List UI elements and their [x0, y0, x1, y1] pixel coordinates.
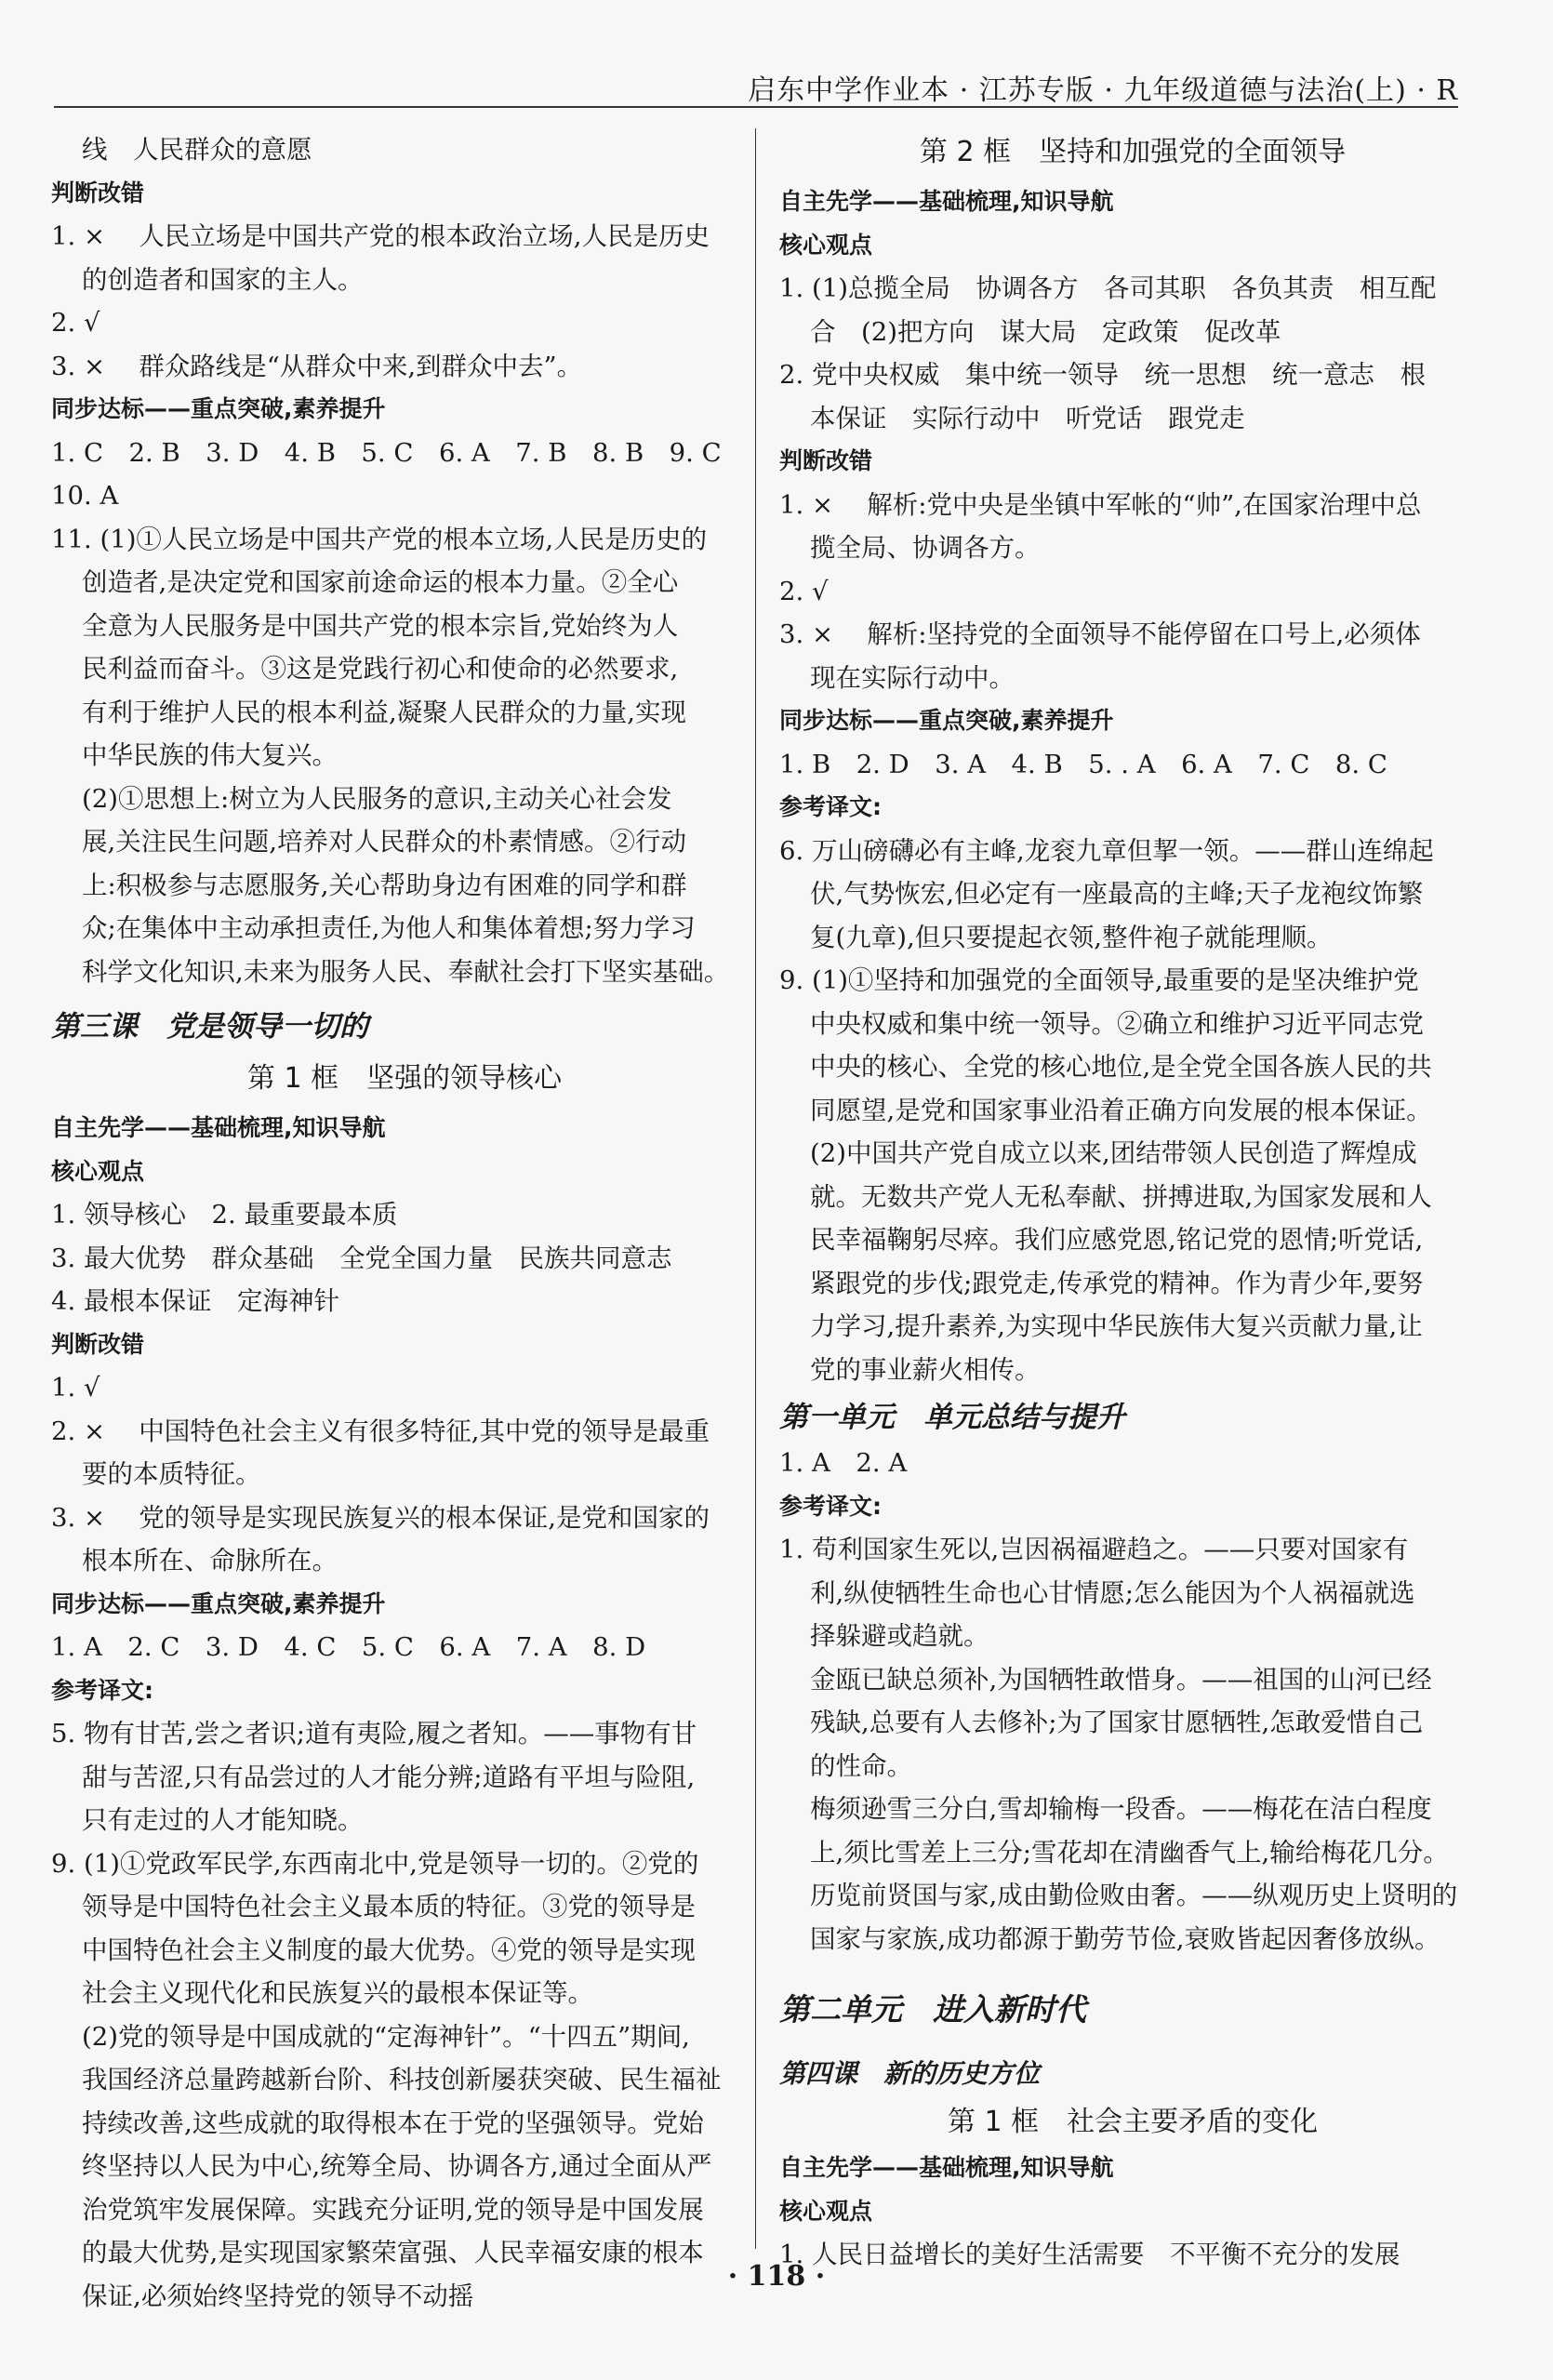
left-column — [51, 128, 758, 2318]
text-line: 9. (1)①坚持和加强党的全面领导,最重要的是坚决维护党 — [779, 965, 1419, 995]
section-title-judge: 判断改错 — [51, 1330, 145, 1358]
text-line: 3. × 党的领导是实现民族复兴的根本保证,是党和国家的 — [51, 1502, 710, 1533]
text-line: 我国经济总量跨越新台阶、科技创新屡获突破、民生福祉 — [82, 2065, 722, 2094]
text-line: 择躲避或趋就。 — [810, 1621, 989, 1651]
text-line: 力学习,提升素养,为实现中华民族伟大复兴贡献力量,让 — [810, 1311, 1423, 1341]
text-line: 揽全局、协调各方。 — [810, 533, 1041, 563]
text-line: 中央的核心、全党的核心地位,是全党全国各族人民的共 — [810, 1052, 1432, 1082]
text-line: 1. 苟利国家生死以,岂因祸福避趋之。——只要对国家有 — [779, 1535, 1409, 1564]
text-line: 1. × 人民立场是中国共产党的根本政治立场,人民是历史 — [51, 221, 710, 251]
right-column — [779, 128, 1486, 2277]
text-line: 现在实际行动中。 — [810, 662, 1015, 693]
text-line: 1. (1)总揽全局 协调各方 各司其职 各负其责 相互配 — [779, 273, 1437, 303]
frame-title: 第 1 框 社会主要矛盾的变化 — [947, 2106, 1319, 2138]
text-line: 本保证 实际行动中 听党话 跟党走 — [810, 403, 1245, 433]
section-title-practice: 同步达标——重点突破,素养提升 — [51, 395, 386, 422]
text-line: 4. 最根本保证 定海神针 — [51, 1286, 339, 1316]
text-line: 伏,气势恢宏,但必定有一座最高的主峰;天子龙袍纹饰繁 — [810, 879, 1424, 909]
text-line: 9. (1)①党政军民学,东西南北中,党是领导一切的。②党的 — [51, 1848, 699, 1879]
text-line: 上:积极参与志愿服务,关心帮助身边有困难的同学和群 — [82, 870, 687, 900]
section-title-core: 核心观点 — [779, 231, 873, 259]
text-line: 众;在集体中主动承担责任,为他人和集体着想;努力学习 — [82, 913, 696, 943]
section-title-judge: 判断改错 — [51, 179, 145, 206]
text-line: 2. × 中国特色社会主义有很多特征,其中党的领导是最重 — [51, 1416, 710, 1446]
text-line: 梅须逊雪三分白,雪却输梅一段香。——梅花在洁白程度 — [810, 1794, 1432, 1824]
section-title-prelearn: 自主先学——基础梳理,知识导航 — [779, 2154, 1114, 2181]
text-line: 中华民族的伟大复兴。 — [82, 740, 338, 770]
text-line: 民幸福鞠躬尽瘁。我们应感党恩,铭记党的恩情;听党话, — [810, 1225, 1424, 1255]
text-line: 紧跟党的步伐;跟党走,传承党的精神。作为青少年,要努 — [810, 1268, 1424, 1298]
text-line: 党的事业薪火相传。 — [810, 1354, 1041, 1385]
text-line: 残缺,总要有人去修补;为了国家甘愿牺牲,怎敢爱惜自己 — [810, 1708, 1424, 1737]
text-line: 的最大优势,是实现国家繁荣富强、人民幸福安康的根本 — [82, 2238, 704, 2267]
text-line: 治党筑牢发展保障。实践充分证明,党的领导是中国发展 — [82, 2194, 704, 2225]
text-line: 2. √ — [51, 308, 100, 338]
text-line: 领导是中国特色社会主义最本质的特征。③党的领导是 — [82, 1892, 696, 1921]
text-line: (2)①思想上:树立为人民服务的意识,主动关心社会发 — [82, 783, 672, 814]
page-number: · 118 · — [727, 2260, 826, 2293]
text-line: 2. 党中央权威 集中统一领导 统一思想 统一意志 根 — [779, 360, 1426, 390]
text-line: 1. 领导核心 2. 最重要最本质 — [51, 1200, 398, 1230]
text-line: 5. 物有甘苦,尝之者识;道有夷险,履之者知。——事物有甘 — [51, 1719, 697, 1748]
text-line: 6. 万山磅礴必有主峰,龙衮九章但挈一领。——群山连绵起 — [779, 835, 1434, 866]
unit-title: 第二单元 进入新时代 — [779, 1991, 1086, 2028]
text-line: 就。无数共产党人无私奉献、拼搏进取,为国家发展和人 — [810, 1181, 1432, 1212]
text-line: 展,关注民生问题,培养对人民群众的朴素情感。②行动 — [82, 827, 686, 857]
answer-line: 1. A 2. C 3. D 4. C 5. C 6. A 7. A 8. D — [51, 1632, 646, 1662]
text-line: 甜与苦涩,只有品尝过的人才能分辨;道路有平坦与险阻, — [82, 1762, 696, 1792]
text-line: 合 (2)把方向 谋大局 定政策 促改革 — [810, 316, 1281, 347]
text-line: 线 人民群众的意愿 — [82, 135, 312, 165]
section-title-practice: 同步达标——重点突破,素养提升 — [51, 1589, 386, 1617]
text-line: 同愿望,是党和国家事业沿着正确方向发展的根本保证。 — [810, 1095, 1432, 1125]
section-title-core: 核心观点 — [51, 1157, 145, 1185]
answer-line: 1. C 2. B 3. D 4. B 5. C 6. A 7. B 8. B 9. C 10. A — [51, 437, 748, 511]
lesson-title: 第三课 党是领导一切的 — [51, 1010, 368, 1044]
text-line: 只有走过的人才能知晓。 — [82, 1805, 364, 1835]
text-line: (2)党的领导是中国成就的“定海神针”。“十四五”期间, — [82, 2021, 690, 2052]
text-line: 的创造者和国家的主人。 — [82, 264, 364, 295]
section-title-practice: 同步达标——重点突破,素养提升 — [779, 707, 1114, 734]
frame-title: 第 1 框 坚强的领导核心 — [246, 1062, 563, 1095]
text-line: 历览前贤国与家,成由勤俭败由奢。——纵观历史上贤明的 — [810, 1881, 1458, 1910]
header-rule — [54, 106, 1458, 108]
section-title-reference: 参考译文: — [779, 1492, 882, 1520]
text-line: 3. 最大优势 群众基础 全党全国力量 民族共同意志 — [51, 1243, 672, 1273]
text-line: 上,须比雪差上三分;雪花却在清幽香气上,输给梅花几分。 — [810, 1837, 1449, 1868]
text-line: 的性命。 — [810, 1750, 912, 1781]
unit-summary-title: 第一单元 单元总结与提升 — [779, 1401, 1125, 1434]
text-line: 复(九章),但只要提起衣领,整件袍子就能理顺。 — [810, 922, 1333, 952]
section-title-reference: 参考译文: — [51, 1676, 153, 1704]
section-title-core: 核心观点 — [779, 2197, 873, 2225]
text-line: 根本所在、命脉所在。 — [82, 1546, 338, 1576]
text-line: 全意为人民服务是中国共产党的根本宗旨,党始终为人 — [82, 610, 679, 641]
section-title-judge: 判断改错 — [779, 447, 873, 474]
text-line: 持续改善,这些成就的取得根本在于党的坚强领导。党始 — [82, 2107, 704, 2138]
text-line: 11. (1)①人民立场是中国共产党的根本立场,人民是历史的 — [51, 524, 708, 554]
text-line: 国家与家族,成功都源于勤劳节俭,衰败皆起因奢侈放纵。 — [810, 1923, 1440, 1954]
section-title-prelearn: 自主先学——基础梳理,知识导航 — [779, 188, 1114, 215]
text-line: 1. 人民日益增长的美好生活需要 不平衡不充分的发展 — [779, 2240, 1400, 2269]
text-line: 金瓯已缺总须补,为国牺牲敢惜身。——祖国的山河已经 — [810, 1664, 1432, 1695]
text-line: 有利于维护人民的根本利益,凝聚人民群众的力量,实现 — [82, 697, 686, 727]
text-line: 要的本质特征。 — [82, 1459, 261, 1489]
text-line: 利,纵使牺牲生命也心甘情愿;怎么能因为个人祸福就选 — [810, 1577, 1415, 1608]
running-header: 启东中学作业本 · 江苏专版 · 九年级道德与法治(上) · R — [748, 74, 1458, 107]
text-line: 科学文化知识,未来为服务人民、奉献社会打下坚实基础。 — [82, 956, 730, 987]
text-line: 民利益而奋斗。③这是党践行初心和使命的必然要求, — [82, 654, 679, 684]
text-line: 中央权威和集中统一领导。②确立和维护习近平同志党 — [810, 1008, 1424, 1039]
answer-line: 1. A 2. A — [779, 1448, 908, 1478]
lesson-title: 第四课 新的历史方位 — [779, 2058, 1041, 2089]
text-line: 3. × 群众路线是“从群众中来,到群众中去”。 — [51, 351, 583, 381]
text-line: 社会主义现代化和民族复兴的最根本保证等。 — [82, 1978, 593, 2008]
text-line: 中国特色社会主义制度的最大优势。④党的领导是实现 — [82, 1935, 696, 1965]
text-line: 终坚持以人民为中心,统筹全局、协调各方,通过全面从严 — [82, 2151, 712, 2181]
section-title-reference: 参考译文: — [779, 793, 882, 820]
text-line: 2. √ — [779, 576, 829, 606]
section-title-prelearn: 自主先学——基础梳理,知识导航 — [51, 1114, 386, 1141]
answer-line: 1. B 2. D 3. A 4. B 5. . A 6. A 7. C 8. C — [779, 749, 1387, 779]
text-line: (2)中国共产党自成立以来,团结带领人民创造了辉煌成 — [810, 1138, 1417, 1168]
text-line: 3. × 解析:坚持党的全面领导不能停留在口号上,必须体 — [779, 619, 1421, 649]
text-line: 保证,必须始终坚持党的领导不动摇 — [82, 2280, 474, 2311]
text-line: 创造者,是决定党和国家前途命运的根本力量。②全心 — [82, 567, 679, 597]
text-line: 1. × 解析:党中央是坐镇中军帐的“帅”,在国家治理中总 — [779, 489, 1422, 520]
text-line: 1. √ — [51, 1373, 100, 1403]
frame-title: 第 2 框 坚持和加强党的全面领导 — [919, 136, 1347, 168]
